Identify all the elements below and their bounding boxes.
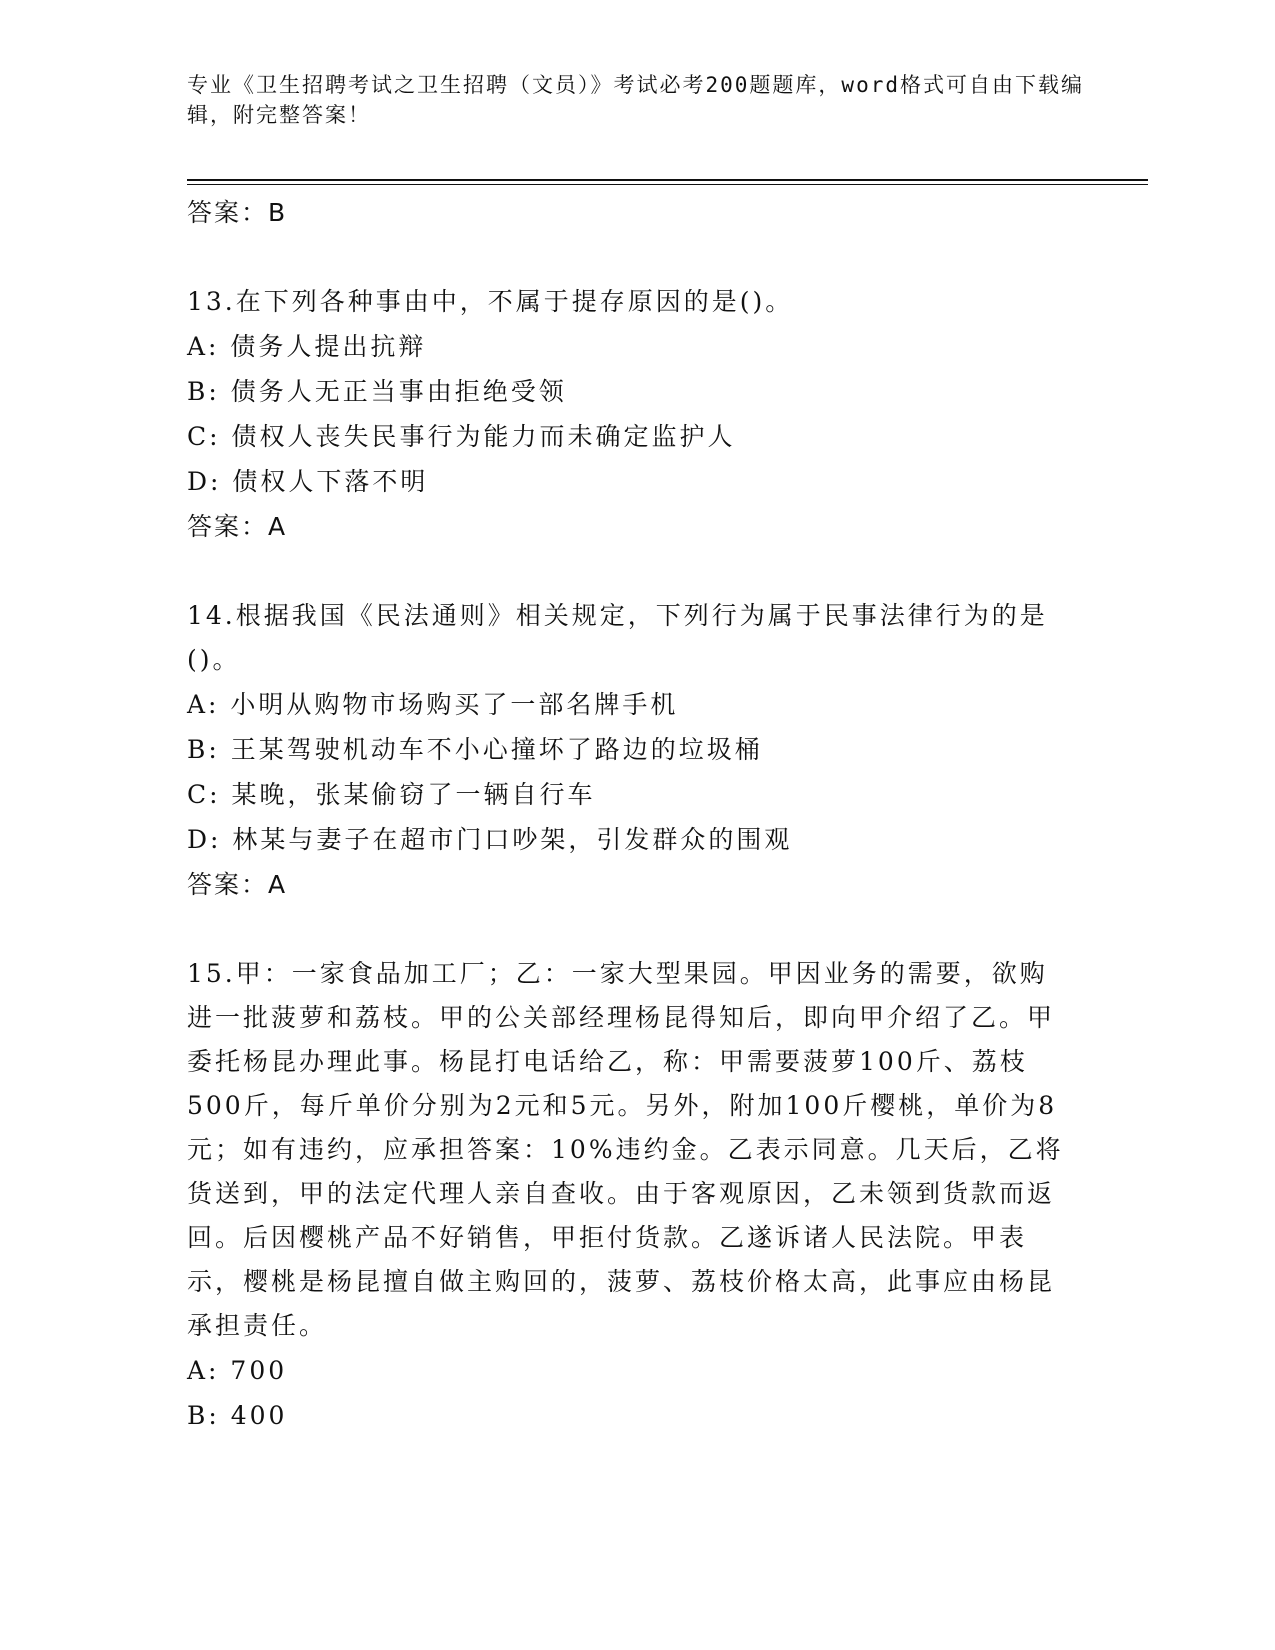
question-stem: 14.根据我国《民法通则》相关规定，下列行为属于民事法律行为的是()。 [187, 601, 1048, 674]
option-c: C: 某晚，张某偷窃了一辆自行车 [187, 780, 596, 809]
header-divider-thin [187, 184, 1148, 185]
option-d: D: 债权人下落不明 [187, 467, 429, 496]
question-list [187, 190, 1067, 1438]
answer-line: 答案：B [187, 198, 288, 227]
option-b: B: 400 [187, 1401, 288, 1430]
question-stem: 13.在下列各种事由中，不属于提存原因的是()。 [187, 287, 794, 316]
option-a: A: 债务人提出抗辩 [187, 332, 427, 361]
option-b: B: 债务人无正当事由拒绝受领 [187, 377, 567, 406]
option-b: B: 王某驾驶机动车不小心撞坏了路边的垃圾桶 [187, 735, 763, 764]
question-14 [187, 594, 1067, 908]
option-a: A: 小明从购物市场购买了一部名牌手机 [187, 690, 679, 719]
question-stem: 15.甲：一家食品加工厂；乙：一家大型果园。甲因业务的需要，欲购进一批菠萝和荔枝。甲的公关部经理杨昆得知后，即向甲介绍了乙。甲委托杨昆办理此事。杨昆打电话给乙，称：甲需要菠萝100斤、荔枝500斤，每斤单价分别为2元和5元。另外，附加100斤樱桃，单价为8元；如有违约，应承担答案：10%违约金。乙表示同意。几天后，乙将货送到，甲的法定代理人亲自查收。由于客观原因，乙未领到货款而返回。后因樱桃产品不好销售，甲拒付货款。乙遂诉诸人民法院。甲表示，樱桃是杨昆擅自做主购回的，菠萝、荔枝价格太高，此事应由杨昆承担责任。 [187, 959, 1064, 1340]
question-13 [187, 280, 1067, 550]
option-c: C: 债权人丧失民事行为能力而未确定监护人 [187, 422, 736, 451]
question-15 [187, 952, 1067, 1438]
header-divider-thick [187, 179, 1148, 181]
answer-line: 答案：A [187, 512, 288, 541]
option-a: A: 700 [187, 1356, 288, 1385]
option-d: D: 林某与妻子在超市门口吵架，引发群众的围观 [187, 825, 793, 854]
answer-line: 答案：A [187, 870, 288, 899]
document-header: 专业《卫生招聘考试之卫生招聘（文员）》考试必考200题题库，word格式可自由下载编辑，附完整答案！ [187, 73, 1084, 127]
